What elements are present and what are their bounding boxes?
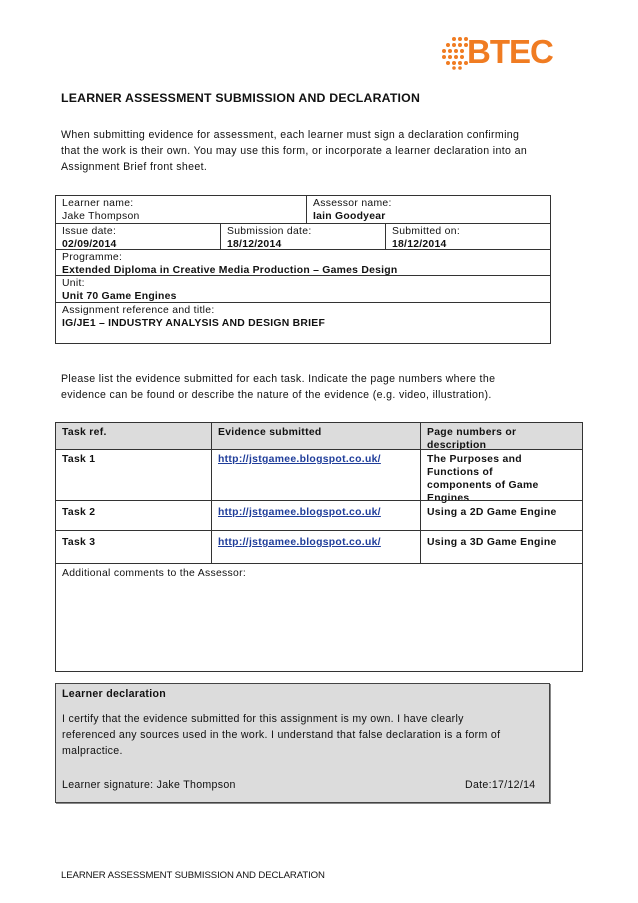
intro-line: that the work is their own. You may use this form, or incorporate a learner declaration into an xyxy=(61,145,528,157)
header-task-ref: Task ref. xyxy=(55,422,212,450)
learner-name-label: Learner name: xyxy=(62,198,134,209)
assessor-name-cell xyxy=(306,195,551,224)
declaration-line: referenced any sources used in the work. I understand that false declaration is a form of xyxy=(62,729,501,741)
intro-line: Assignment Brief front sheet. xyxy=(61,161,208,173)
instructions-line: Please list the evidence submitted for each task. Indicate the page numbers where the xyxy=(61,373,496,385)
task-3-description: Using a 3D Game Engine xyxy=(420,530,583,564)
assignment-label: Assignment reference and title: xyxy=(62,305,215,316)
declaration-heading: Learner declaration xyxy=(62,688,167,700)
logo-text: BTEC xyxy=(467,33,553,70)
learner-signature: Learner signature: Jake Thompson xyxy=(62,779,236,791)
declaration-line: I certify that the evidence submitted for this assignment is my own. I have clearly xyxy=(62,713,464,725)
additional-comments-box[interactable] xyxy=(55,563,583,672)
programme-cell xyxy=(55,249,551,276)
assessor-name-value: Iain Goodyear xyxy=(313,211,386,222)
header-evidence-submitted: Evidence submitted xyxy=(211,422,421,450)
task-3-ref: Task 3 xyxy=(55,530,212,564)
page-footer: LEARNER ASSESSMENT SUBMISSION AND DECLARATION xyxy=(61,870,325,881)
assignment-cell xyxy=(55,302,551,344)
task-1-description: The Purposes and Functions of components of Game Engines xyxy=(420,449,583,501)
learner-name-value: Jake Thompson xyxy=(62,211,140,222)
task-1-ref: Task 1 xyxy=(55,449,212,501)
task-1-evidence xyxy=(211,449,421,501)
assignment-value: IG/JE1 – INDUSTRY ANALYSIS AND DESIGN BRIEF xyxy=(62,318,326,329)
submission-date-cell xyxy=(220,223,386,250)
logo-dots-icon xyxy=(441,36,469,70)
task-3-evidence xyxy=(211,530,421,564)
submitted-on-value: 18/12/2014 xyxy=(392,239,447,250)
unit-value: Unit 70 Game Engines xyxy=(62,291,177,302)
programme-label: Programme: xyxy=(62,252,123,263)
task-2-evidence xyxy=(211,500,421,531)
task-2-ref: Task 2 xyxy=(55,500,212,531)
submission-date-label: Submission date: xyxy=(227,226,312,237)
submission-date-value: 18/12/2014 xyxy=(227,239,282,250)
learner-declaration-box xyxy=(55,683,550,803)
page-title: LEARNER ASSESSMENT SUBMISSION AND DECLARATION xyxy=(61,91,421,105)
declaration-line: malpractice. xyxy=(62,745,123,757)
submitted-on-label: Submitted on: xyxy=(392,226,461,237)
task-2-description: Using a 2D Game Engine xyxy=(420,500,583,531)
intro-line: When submitting evidence for assessment, each learner must sign a declaration confirming xyxy=(61,129,520,141)
submitted-on-cell xyxy=(385,223,551,250)
assessor-name-label: Assessor name: xyxy=(313,198,392,209)
issue-date-label: Issue date: xyxy=(62,226,117,237)
instructions-line: evidence can be found or describe the nature of the evidence (e.g. video, illustration). xyxy=(61,389,492,401)
btec-logo xyxy=(441,34,561,72)
unit-cell xyxy=(55,275,551,303)
issue-date-value: 02/09/2014 xyxy=(62,239,117,250)
task-1-link[interactable]: http://jstgamee.blogspot.co.uk/ xyxy=(218,454,381,465)
header-page-numbers: Page numbers or description xyxy=(420,422,583,450)
additional-comments-label: Additional comments to the Assessor: xyxy=(62,568,247,579)
unit-label: Unit: xyxy=(62,278,85,289)
task-3-link[interactable]: http://jstgamee.blogspot.co.uk/ xyxy=(218,537,381,548)
declaration-date: Date:17/12/14 xyxy=(465,779,536,791)
task-2-link[interactable]: http://jstgamee.blogspot.co.uk/ xyxy=(218,507,381,518)
issue-date-cell xyxy=(55,223,221,250)
programme-value: Extended Diploma in Creative Media Production – Games Design xyxy=(62,265,398,276)
learner-name-cell xyxy=(55,195,307,224)
